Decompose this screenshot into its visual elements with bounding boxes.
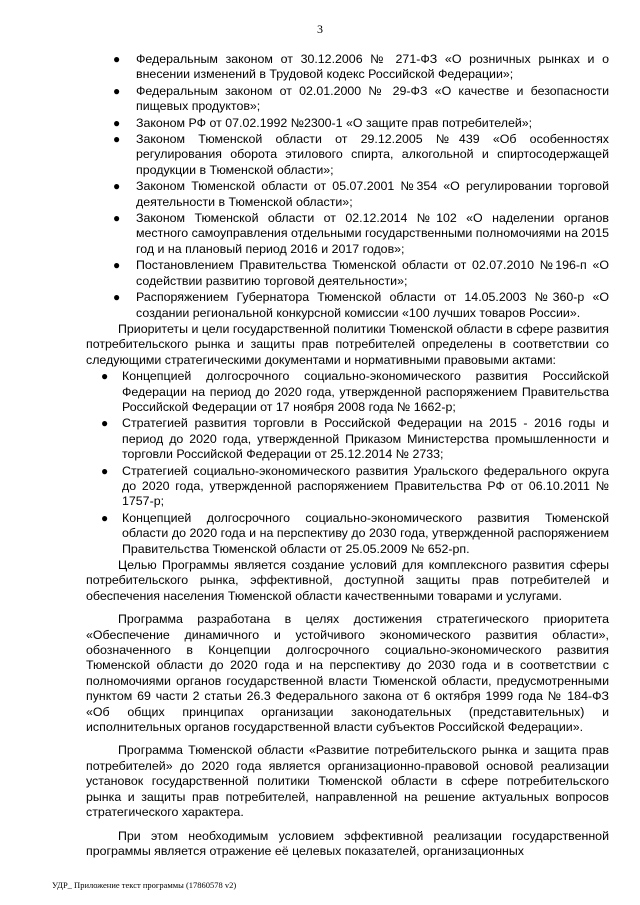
- list-item: ● Постановлением Правительства Тюменской области от 02.07.2010 №196-п «О содействии развитию торговой деятельности»;: [113, 258, 609, 288]
- list-item: ● Законом РФ от 07.02.1992 №2300-1 «О защите прав потребителей»;: [113, 115, 533, 130]
- bullet-icon: ●: [101, 510, 109, 525]
- bullet-icon: ●: [113, 179, 121, 194]
- bullet-icon: ●: [113, 211, 121, 226]
- list-item: ● Законом Тюменской области от 02.12.2014 №102 «О наделении органов местного самоуправления отдельными государственными полномочиями на 2015 год и на плановый период 2016 и 2017 годов»;: [113, 211, 609, 256]
- bullet-icon: ●: [113, 290, 121, 305]
- page-number: 3: [317, 22, 323, 36]
- paragraph-developed: Программа разработана в целях достижения стратегического приоритета «Обеспечение динамичного и устойчивого экономического развития области», обозначенного в Концепции долгосрочного социально-экономического развития Тюменской области до 2020 года и на перспективу до 2030 года и в соответствии с полномочиями органов государственной власти Тюменской области, предусмотренными пунктом 69 части 2 статьи 26.3 Федерального закона от 6 октября 1999 года № 184-ФЗ «Об общих принципах организации законодательных (представительных) и исполнительных органов государственной власти субъектов Российской Федерации».: [86, 612, 609, 735]
- paragraph-condition: При этом необходимым условием эффективной реализации государственной программы является отражение её целевых показателей, организационных: [86, 828, 609, 858]
- bullet-icon: ●: [101, 463, 109, 478]
- list-item: ● Законом Тюменской области от 29.12.2005 №439 «Об особенностях регулирования оборота этилового спирта, алкогольной и спиртосодержащей продукции в Тюменской области»;: [113, 132, 609, 177]
- list-item: ● Концепцией долгосрочного социально-экономического развития Тюменской области до 2020 года и на перспективу до 2030 года, утвержденной распоряжением Правительства Тюменской области от 25.05.2009 № 652-рп.: [101, 510, 609, 556]
- paragraph-program: Программа Тюменской области «Развитие потребительского рынка и защита прав потребителей» до 2020 года является организационно-правовой основой реализации установок государственной политики Тюменской области в сфере потребительского рынка и защиты прав потребителей, направленной на решение актуальных вопросов стратегического характера.: [86, 743, 609, 820]
- bullet-icon: ●: [113, 83, 121, 98]
- list-item: ● Стратегией развития торговли в Российской Федерации на 2015 - 2016 годы и период до 2020 года, утвержденной Приказом Министерства промышленности и торговли Российской Федерации от 25.12.2014 № 2733;: [101, 416, 609, 462]
- bullet-icon: ●: [101, 416, 109, 431]
- list-item: ● Законом Тюменской области от 05.07.2001 №354 «О регулировании торговой деятельности в Тюменской области»;: [113, 179, 609, 209]
- document-footer: УДР_ Приложение текст программы (17860578 v2): [52, 880, 237, 890]
- list-item: ● Распоряжением Губернатора Тюменской области от 14.05.2003 №360-р «О создании региональной конкурсной комиссии «100 лучших товаров России».: [113, 290, 609, 320]
- paragraph-priorities: Приоритеты и цели государственной политики Тюменской области в сфере развития потребительского рынка и защиты прав потребителей определены в соответствии со следующими стратегическими документами и нормативными правовыми актами:: [86, 321, 609, 367]
- bullet-icon: ●: [113, 115, 121, 130]
- bullet-icon: ●: [113, 132, 121, 147]
- list-item: ● Концепцией долгосрочного социально-экономического развития Российской Федерации на период до 2020 года, утвержденной распоряжением Правительства Российской Федерации от 17 ноября 2008 года № 1662-р;: [101, 369, 609, 414]
- bullet-icon: ●: [113, 52, 121, 66]
- legal-acts-list: [86, 52, 609, 321]
- bullet-icon: ●: [113, 258, 121, 273]
- bullet-icon: ●: [101, 369, 109, 384]
- list-item: ● Федеральным законом от 02.01.2000 № 29-ФЗ «О качестве и безопасности пищевых продуктов»;: [113, 83, 609, 114]
- document-body: [86, 52, 609, 860]
- list-item: ● Стратегией социально-экономического развития Уральского федерального округа до 2020 года, утвержденной распоряжением Правительства РФ от 06.10.2011 № 1757-р;: [101, 463, 609, 509]
- paragraph-goal: Целью Программы является создание условий для комплексного развития сферы потребительского рынка, эффективной, доступной защиты прав потребителей и обеспечения населения Тюменской области качественными товарами и услугами.: [86, 558, 609, 603]
- list-item: ● Федеральным законом от 30.12.2006 № 271-ФЗ «О розничных рынках и о внесении изменений в Трудовой кодекс Российской Федерации»;: [113, 52, 609, 82]
- strategies-list: [86, 369, 609, 557]
